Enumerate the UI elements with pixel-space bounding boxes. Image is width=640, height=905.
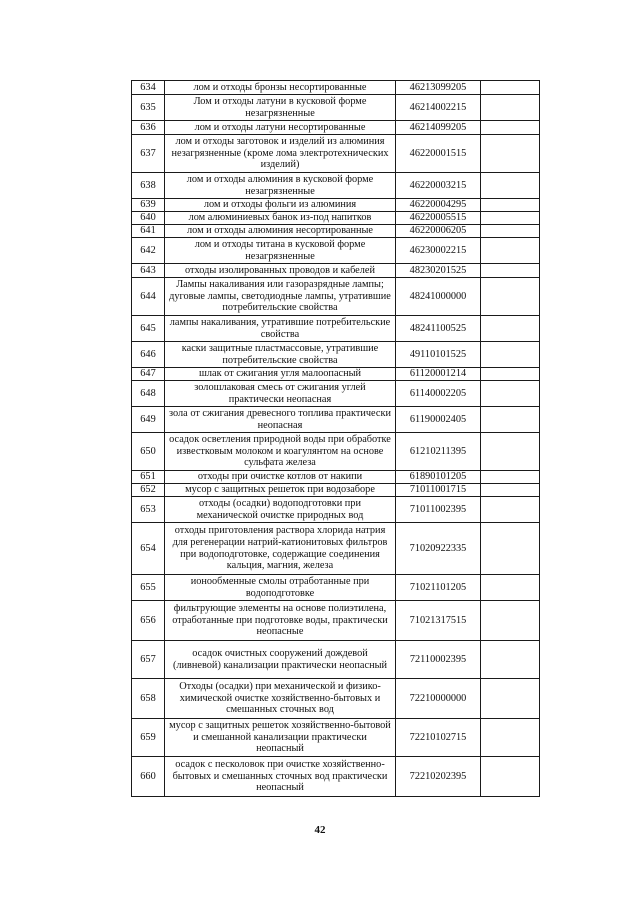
row-number-cell: 647: [132, 368, 165, 381]
fkko-code-cell: 71011001715: [396, 484, 481, 497]
empty-cell: [481, 225, 540, 238]
row-number-cell: 644: [132, 278, 165, 316]
empty-cell: [481, 601, 540, 641]
fkko-code-cell: 48241100525: [396, 316, 481, 342]
empty-cell: [481, 278, 540, 316]
table-row: [132, 484, 540, 497]
empty-cell: [481, 433, 540, 471]
waste-name-cell: Отходы (осадки) при механической и физико-химической очистке хозяйственно-бытовых и смешанных сточных вод: [165, 679, 396, 719]
table-row: [132, 407, 540, 433]
row-number-cell: 650: [132, 433, 165, 471]
table-row: [132, 135, 540, 173]
row-number-cell: 652: [132, 484, 165, 497]
table-row: [132, 199, 540, 212]
table-row: [132, 81, 540, 95]
fkko-code-cell: 46220005515: [396, 212, 481, 225]
fkko-code-cell: 46213099205: [396, 81, 481, 95]
waste-name-cell: лом и отходы латуни несортированные: [165, 121, 396, 135]
fkko-code-cell: 46214002215: [396, 95, 481, 121]
fkko-code-cell: 46220006205: [396, 225, 481, 238]
empty-cell: [481, 316, 540, 342]
empty-cell: [481, 81, 540, 95]
waste-name-cell: лом и отходы фольги из алюминия: [165, 199, 396, 212]
fkko-code-cell: 61210211395: [396, 433, 481, 471]
waste-name-cell: лампы накаливания, утратившие потребительские свойства: [165, 316, 396, 342]
fkko-code-cell: 61120001214: [396, 368, 481, 381]
empty-cell: [481, 135, 540, 173]
table-row: [132, 368, 540, 381]
waste-name-cell: отходы приготовления раствора хлорида натрия для регенерации натрий-катионитовых фильтров при водоподготовке, содержащие соединения кальция, магния, железа: [165, 523, 396, 575]
fkko-code-cell: 48230201525: [396, 264, 481, 278]
waste-name-cell: шлак от сжигания угля малоопасный: [165, 368, 396, 381]
fkko-code-cell: 72110002395: [396, 641, 481, 679]
row-number-cell: 655: [132, 575, 165, 601]
empty-cell: [481, 497, 540, 523]
table-row: [132, 342, 540, 368]
fkko-code-cell: 72210202395: [396, 757, 481, 797]
waste-name-cell: ионообменные смолы отработанные при водоподготовке: [165, 575, 396, 601]
row-number-cell: 634: [132, 81, 165, 95]
empty-cell: [481, 641, 540, 679]
table-body: [132, 81, 540, 797]
fkko-code-cell: 48241000000: [396, 278, 481, 316]
row-number-cell: 639: [132, 199, 165, 212]
waste-name-cell: осадок очистных сооружений дождевой (ливневой) канализации практически неопасный: [165, 641, 396, 679]
waste-name-cell: лом и отходы заготовок и изделий из алюминия незагрязненные (кроме лома электротехнических изделий): [165, 135, 396, 173]
empty-cell: [481, 719, 540, 757]
row-number-cell: 642: [132, 238, 165, 264]
row-number-cell: 659: [132, 719, 165, 757]
table-row: [132, 679, 540, 719]
table-row: [132, 381, 540, 407]
table-row: [132, 433, 540, 471]
table-row: [132, 278, 540, 316]
empty-cell: [481, 471, 540, 484]
fkko-code-cell: 71011002395: [396, 497, 481, 523]
table-row: [132, 121, 540, 135]
empty-cell: [481, 368, 540, 381]
empty-cell: [481, 484, 540, 497]
fkko-code-cell: 49110101525: [396, 342, 481, 368]
row-number-cell: 641: [132, 225, 165, 238]
empty-cell: [481, 264, 540, 278]
table-row: [132, 575, 540, 601]
fkko-code-cell: 71020922335: [396, 523, 481, 575]
empty-cell: [481, 212, 540, 225]
fkko-code-cell: 61140002205: [396, 381, 481, 407]
row-number-cell: 657: [132, 641, 165, 679]
waste-name-cell: отходы (осадки) водоподготовки при механической очистке природных вод: [165, 497, 396, 523]
table-row: [132, 641, 540, 679]
table-row: [132, 601, 540, 641]
empty-cell: [481, 407, 540, 433]
row-number-cell: 656: [132, 601, 165, 641]
waste-name-cell: лом и отходы алюминия в кусковой форме незагрязненные: [165, 173, 396, 199]
table-row: [132, 95, 540, 121]
waste-name-cell: лом и отходы алюминия несортированные: [165, 225, 396, 238]
row-number-cell: 638: [132, 173, 165, 199]
empty-cell: [481, 121, 540, 135]
row-number-cell: 637: [132, 135, 165, 173]
row-number-cell: 649: [132, 407, 165, 433]
fkko-code-cell: 61890101205: [396, 471, 481, 484]
page-number: 42: [314, 824, 326, 836]
empty-cell: [481, 381, 540, 407]
fkko-code-cell: 61190002405: [396, 407, 481, 433]
row-number-cell: 648: [132, 381, 165, 407]
empty-cell: [481, 95, 540, 121]
row-number-cell: 643: [132, 264, 165, 278]
waste-name-cell: осадок осветления природной воды при обработке известковым молоком и коагулянтом на основе сульфата железа: [165, 433, 396, 471]
fkko-code-cell: 71021317515: [396, 601, 481, 641]
row-number-cell: 640: [132, 212, 165, 225]
waste-name-cell: мусор с защитных решеток при водозаборе: [165, 484, 396, 497]
table-row: [132, 719, 540, 757]
empty-cell: [481, 523, 540, 575]
waste-name-cell: отходы при очистке котлов от накипи: [165, 471, 396, 484]
waste-name-cell: отходы изолированных проводов и кабелей: [165, 264, 396, 278]
empty-cell: [481, 199, 540, 212]
waste-name-cell: Лом и отходы латуни в кусковой форме незагрязненные: [165, 95, 396, 121]
row-number-cell: 660: [132, 757, 165, 797]
waste-name-cell: лом и отходы титана в кусковой форме незагрязненные: [165, 238, 396, 264]
table-row: [132, 757, 540, 797]
empty-cell: [481, 575, 540, 601]
fkko-code-cell: 46220003215: [396, 173, 481, 199]
empty-cell: [481, 679, 540, 719]
table-row: [132, 497, 540, 523]
table-row: [132, 238, 540, 264]
fkko-code-cell: 46220004295: [396, 199, 481, 212]
fkko-code-cell: 72210000000: [396, 679, 481, 719]
waste-name-cell: Лампы накаливания или газоразрядные лампы; дуговые лампы, светодиодные лампы, утратившие потребительские свойства: [165, 278, 396, 316]
row-number-cell: 658: [132, 679, 165, 719]
row-number-cell: 646: [132, 342, 165, 368]
waste-name-cell: лом алюминиевых банок из-под напитков: [165, 212, 396, 225]
empty-cell: [481, 342, 540, 368]
fkko-code-cell: 72210102715: [396, 719, 481, 757]
waste-name-cell: лом и отходы бронзы несортированные: [165, 81, 396, 95]
row-number-cell: 654: [132, 523, 165, 575]
empty-cell: [481, 238, 540, 264]
waste-name-cell: золошлаковая смесь от сжигания углей практически неопасная: [165, 381, 396, 407]
row-number-cell: 635: [132, 95, 165, 121]
empty-cell: [481, 757, 540, 797]
table-row: [132, 471, 540, 484]
table-row: [132, 173, 540, 199]
fkko-code-cell: 71021101205: [396, 575, 481, 601]
row-number-cell: 653: [132, 497, 165, 523]
table-row: [132, 212, 540, 225]
waste-name-cell: фильтрующие элементы на основе полиэтилена, отработанные при подготовке воды, практически неопасные: [165, 601, 396, 641]
waste-name-cell: осадок с песколовок при очистке хозяйственно-бытовых и смешанных сточных вод практически неопасный: [165, 757, 396, 797]
table-row: [132, 523, 540, 575]
empty-cell: [481, 173, 540, 199]
waste-classification-table: [131, 80, 540, 797]
row-number-cell: 636: [132, 121, 165, 135]
fkko-code-cell: 46220001515: [396, 135, 481, 173]
table-row: [132, 264, 540, 278]
row-number-cell: 651: [132, 471, 165, 484]
fkko-code-cell: 46230002215: [396, 238, 481, 264]
waste-name-cell: мусор с защитных решеток хозяйственно-бытовой и смешанной канализации практически неопасный: [165, 719, 396, 757]
table-row: [132, 316, 540, 342]
waste-name-cell: каски защитные пластмассовые, утратившие потребительские свойства: [165, 342, 396, 368]
waste-name-cell: зола от сжигания древесного топлива практически неопасная: [165, 407, 396, 433]
table-row: [132, 225, 540, 238]
row-number-cell: 645: [132, 316, 165, 342]
fkko-code-cell: 46214099205: [396, 121, 481, 135]
